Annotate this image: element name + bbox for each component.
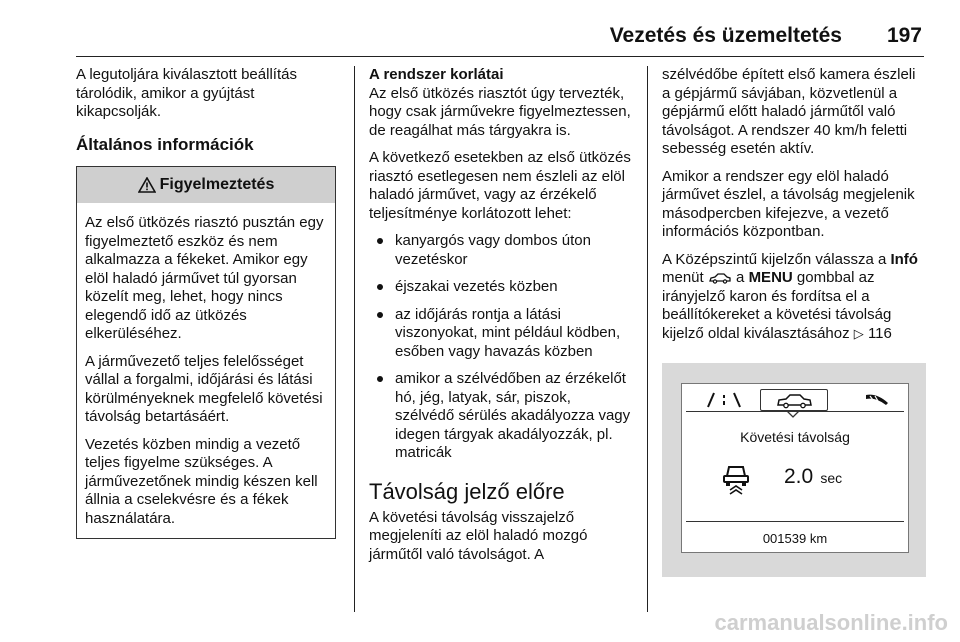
warning-body — [77, 203, 335, 538]
column-separator-2 — [647, 66, 648, 612]
selected-tab-frame — [760, 389, 828, 411]
intro-paragraph: A legutoljára kiválasztott beállítás tárolódik, amikor a gyújtást kikapcsolják. — [76, 66, 297, 120]
list-item: amikor a szélvédőben az érzékelőt hó, jég, latyak, sár, piszok, szélvédő sérülés akadályozza vagy idegen tárgyak akadályozzák, pl. matricák — [369, 370, 633, 463]
list-item: kanyargós vagy dombos úton vezetéskor — [369, 232, 633, 269]
warning-paragraph: Az első ütközés riasztó pusztán egy figyelmeztető eszköz és nem alkalmazza a fékeket. Amikor egy elöl haladó járművet túl gyorsan közelít meg, lehet, hogy nincs elegendő idő az ütközés elkerüléséhez. — [85, 214, 324, 342]
vehicle-ahead-icon — [720, 462, 752, 496]
limits-list — [369, 232, 633, 463]
distance-paragraph: A követési távolság visszajelző megjeleníti az elöl haladó mozgó járműtől való távolságot. A — [369, 508, 588, 563]
display-paragraph: Amikor a rendszer egy elöl haladó járművet észlel, a távolság megjelenik másodpercben kifejezve, a vezető információs központban. — [662, 167, 915, 240]
instrument-display — [681, 383, 909, 553]
section-title-distance: Távolság jelző előre — [369, 478, 565, 504]
display-illustration — [662, 363, 926, 577]
warning-title: Figyelmeztetés — [159, 175, 275, 193]
limits-paragraph: A következő esetekben az első ütközés riasztó esetlegesen nem észleli az elöl haladó járművet, vagy az érzékelő teljesítménye korlátozott lehet: — [369, 149, 631, 222]
page-header-title: Vezetés és üzemeltetés — [609, 24, 842, 47]
distance-value: 2.0 — [784, 465, 814, 488]
limits-paragraph: Az első ütközés riasztót úgy tervezték, hogy csak járművekre figyelmeztessen, de reagálhat más tárgyakra is. — [369, 84, 631, 139]
distance-readout — [784, 465, 843, 489]
tab-pointer-icon — [786, 411, 800, 418]
camera-paragraph: szélvédőbe épített első kamera észleli a gépjármű sávjában, közvetlenül a gépjármű előtt haladó járműtől való távolságot. A rendszer 40 km/h feletti sebesség esetén aktív. — [662, 66, 916, 157]
column-3 — [662, 66, 926, 577]
header-rule — [76, 56, 924, 57]
page-number: 197 — [886, 24, 922, 47]
menu-instructions: A Középszintű kijelzőn válassza a Infó menüt a MENU gombbal az irányjelző karon és fordítsa el a beállítókereket a követési távolság kijelző oldal kiválasztásához ▷ 116 — [662, 250, 918, 342]
warning-box — [76, 166, 336, 539]
car-icon — [761, 390, 827, 410]
display-top-rule — [686, 411, 904, 412]
warning-paragraph: A járművezető teljes felelősséget vállal a forgalmi, időjárási és látási körülményeknek megfelelő követési távolság betartásáért. — [85, 352, 323, 425]
following-distance-label: Követési távolság — [740, 429, 850, 445]
subhead-system-limits: A rendszer korlátai — [369, 66, 504, 83]
menu-button-label: MENU — [748, 269, 793, 286]
warning-triangle-icon — [138, 177, 156, 193]
page-reference: 116 — [867, 324, 892, 342]
car-settings-icon — [708, 272, 732, 284]
warning-header — [77, 167, 335, 203]
list-item: az időjárás rontja a látási viszonyokat, mint például ködben, esőben vagy havazás közben — [369, 306, 633, 362]
display-bottom-rule — [686, 521, 904, 522]
list-item: éjszakai vezetés közben — [369, 278, 633, 297]
column-2 — [369, 66, 633, 573]
warning-paragraph: Vezetés közben mindig a vezető teljes figyelme szükséges. A járművezetőnek mindig készen kell állnia a cselekvésre és a fékek használatára. — [85, 435, 318, 527]
watermark: carmanualsonline.info — [714, 610, 948, 635]
driving-style-icon — [862, 391, 892, 409]
column-separator-1 — [354, 66, 355, 612]
lane-road-icon — [704, 390, 744, 410]
page-reference-arrow-icon: ▷ — [853, 325, 864, 341]
odometer-readout: 001539 km — [762, 531, 828, 546]
column-1 — [76, 66, 338, 539]
info-menu-label: Infó — [890, 250, 918, 268]
section-title-general: Általános információk — [76, 134, 254, 154]
distance-unit: sec — [820, 470, 843, 486]
